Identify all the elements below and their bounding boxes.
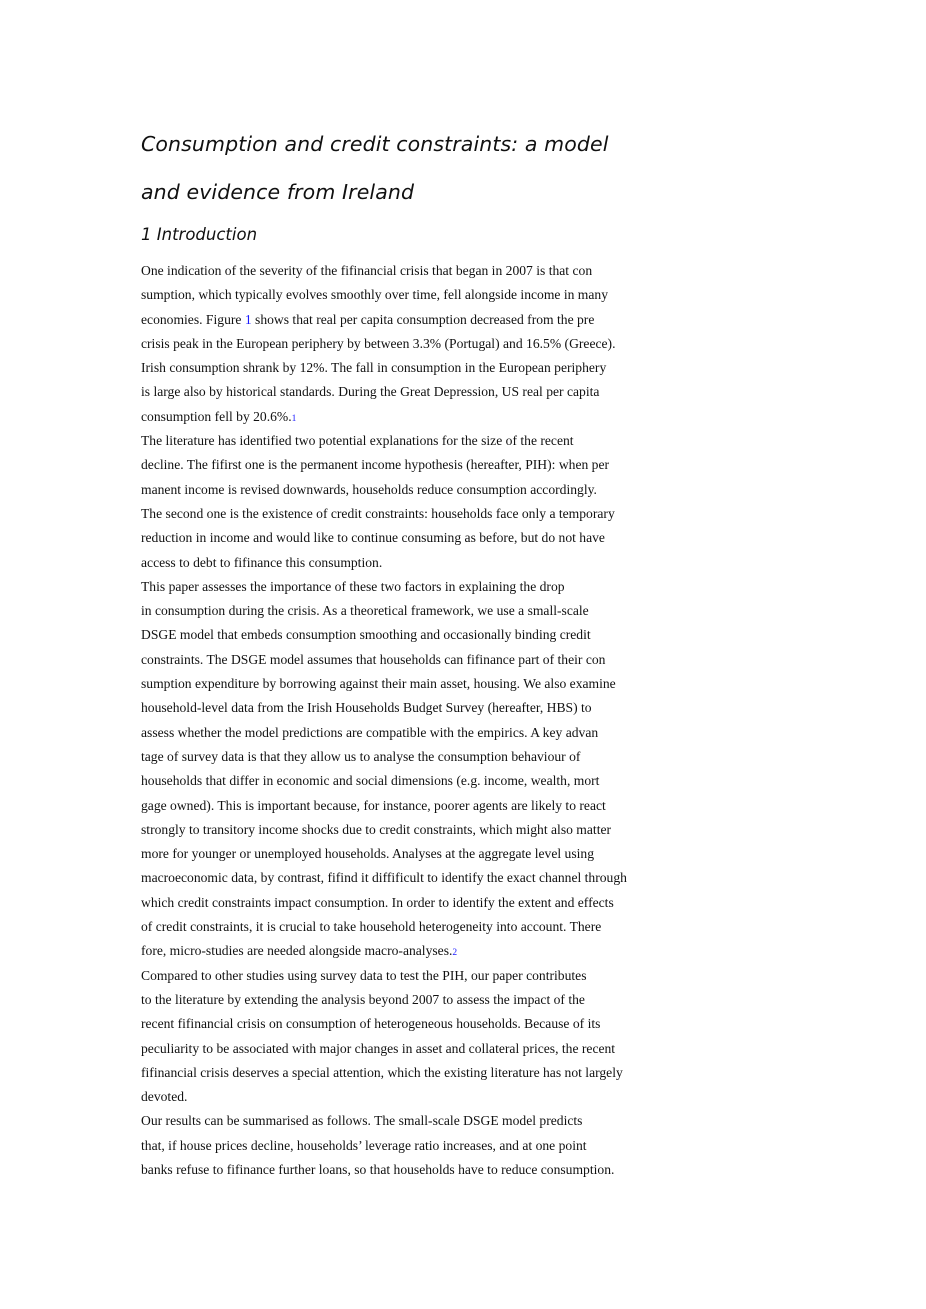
text-fragment: shows that real per capita consumption decreased from the pre (251, 311, 595, 327)
text-line: which credit constraints impact consumption. In order to identify the extent and effects (141, 894, 614, 910)
text-line: in consumption during the crisis. As a theoretical framework, we use a small-scale (141, 603, 589, 619)
text-line: manent income is revised downwards, households reduce consumption accordingly. (141, 481, 597, 497)
text-line: macroeconomic data, by contrast, fifind it diffificult to identify the exact channel through (141, 870, 627, 886)
text-line: of credit constraints, it is crucial to take household heterogeneity into account. There (141, 919, 602, 935)
text-line: tage of survey data is that they allow us to analyse the consumption behaviour of (141, 748, 581, 764)
paragraph-3 (141, 575, 701, 964)
text-line: DSGE model that embeds consumption smoothing and occasionally binding credit (141, 627, 591, 643)
text-line: households that differ in economic and social dimensions (e.g. income, wealth, mort (141, 773, 600, 789)
text-fragment: fore, micro-studies are needed alongside macro-analyses. (141, 943, 453, 959)
text-line: more for younger or unemployed households. Analyses at the aggregate level using (141, 846, 595, 862)
text-line: crisis peak in the European periphery by between 3.3% (Portugal) and 16.5% (Greece). (141, 335, 616, 351)
text-line: banks refuse to fifinance further loans, so that households have to reduce consumption. (141, 1161, 615, 1177)
section-heading-introduction: 1 Introduction (141, 225, 258, 244)
text-line: gage owned). This is important because, for instance, poorer agents are likely to react (141, 797, 606, 813)
paragraph-5 (141, 1109, 701, 1182)
text-line: fifinancial crisis deserves a special attention, which the existing literature has not largely (141, 1064, 623, 1080)
paragraph-4 (141, 964, 701, 1110)
text-line: Irish consumption shrank by 12%. The fall in consumption in the European periphery (141, 360, 607, 376)
figure-reference-link[interactable]: 1 (244, 311, 252, 327)
text-line: The second one is the existence of credit constraints: households face only a temporary (141, 505, 615, 521)
text-line: The literature has identified two potential explanations for the size of the recent (141, 433, 574, 449)
text-line: strongly to transitory income shocks due to credit constraints, which might also matter (141, 821, 612, 837)
text-line: reduction in income and would like to continue consuming as before, but do not have (141, 530, 605, 546)
footnote-link-1[interactable]: 1 (291, 413, 297, 424)
body-text (141, 259, 701, 1182)
text-line: This paper assesses the importance of these two factors in explaining the drop (141, 578, 565, 594)
paper-title (141, 120, 761, 216)
paragraph-1 (141, 259, 701, 429)
text-fragment: economies. Figure (141, 311, 245, 327)
text-line: is large also by historical standards. During the Great Depression, US real per capita (141, 384, 600, 400)
text-line: to the literature by extending the analysis beyond 2007 to assess the impact of the (141, 991, 585, 1007)
text-line: sumption expenditure by borrowing against their main asset, housing. We also examine (141, 676, 616, 692)
text-line: assess whether the model predictions are compatible with the empirics. A key advan (141, 724, 599, 740)
text-line: peculiarity to be associated with major changes in asset and collateral prices, the recent (141, 1040, 616, 1056)
text-line: sumption, which typically evolves smoothly over time, fell alongside income in many (141, 287, 609, 303)
title-line-1: Consumption and credit constraints: a model (141, 132, 609, 156)
text-fragment: consumption fell by 20.6%. (141, 408, 292, 424)
text-line: that, if house prices decline, households’ leverage ratio increases, and at one point (141, 1137, 587, 1153)
text-line (141, 308, 701, 332)
text-line: Our results can be summarised as follows. The small-scale DSGE model predicts (141, 1113, 583, 1129)
text-line: Compared to other studies using survey data to test the PIH, our paper contributes (141, 967, 587, 983)
title-line-2: and evidence from Ireland (141, 180, 415, 204)
text-line: access to debt to fifinance this consumption. (141, 554, 383, 570)
footnote-link-2[interactable]: 2 (452, 948, 458, 959)
paragraph-2 (141, 429, 701, 575)
text-line: devoted. (141, 1089, 188, 1105)
text-line (141, 405, 701, 429)
text-line: household-level data from the Irish Households Budget Survey (hereafter, HBS) to (141, 700, 592, 716)
text-line (141, 939, 701, 963)
text-line: recent fifinancial crisis on consumption of heterogeneous households. Because of its (141, 1016, 601, 1032)
text-line: One indication of the severity of the fifinancial crisis that began in 2007 is that con (141, 263, 593, 278)
text-line: decline. The fifirst one is the permanent income hypothesis (hereafter, PIH): when per (141, 457, 610, 473)
text-line: constraints. The DSGE model assumes that households can fifinance part of their con (141, 651, 606, 667)
